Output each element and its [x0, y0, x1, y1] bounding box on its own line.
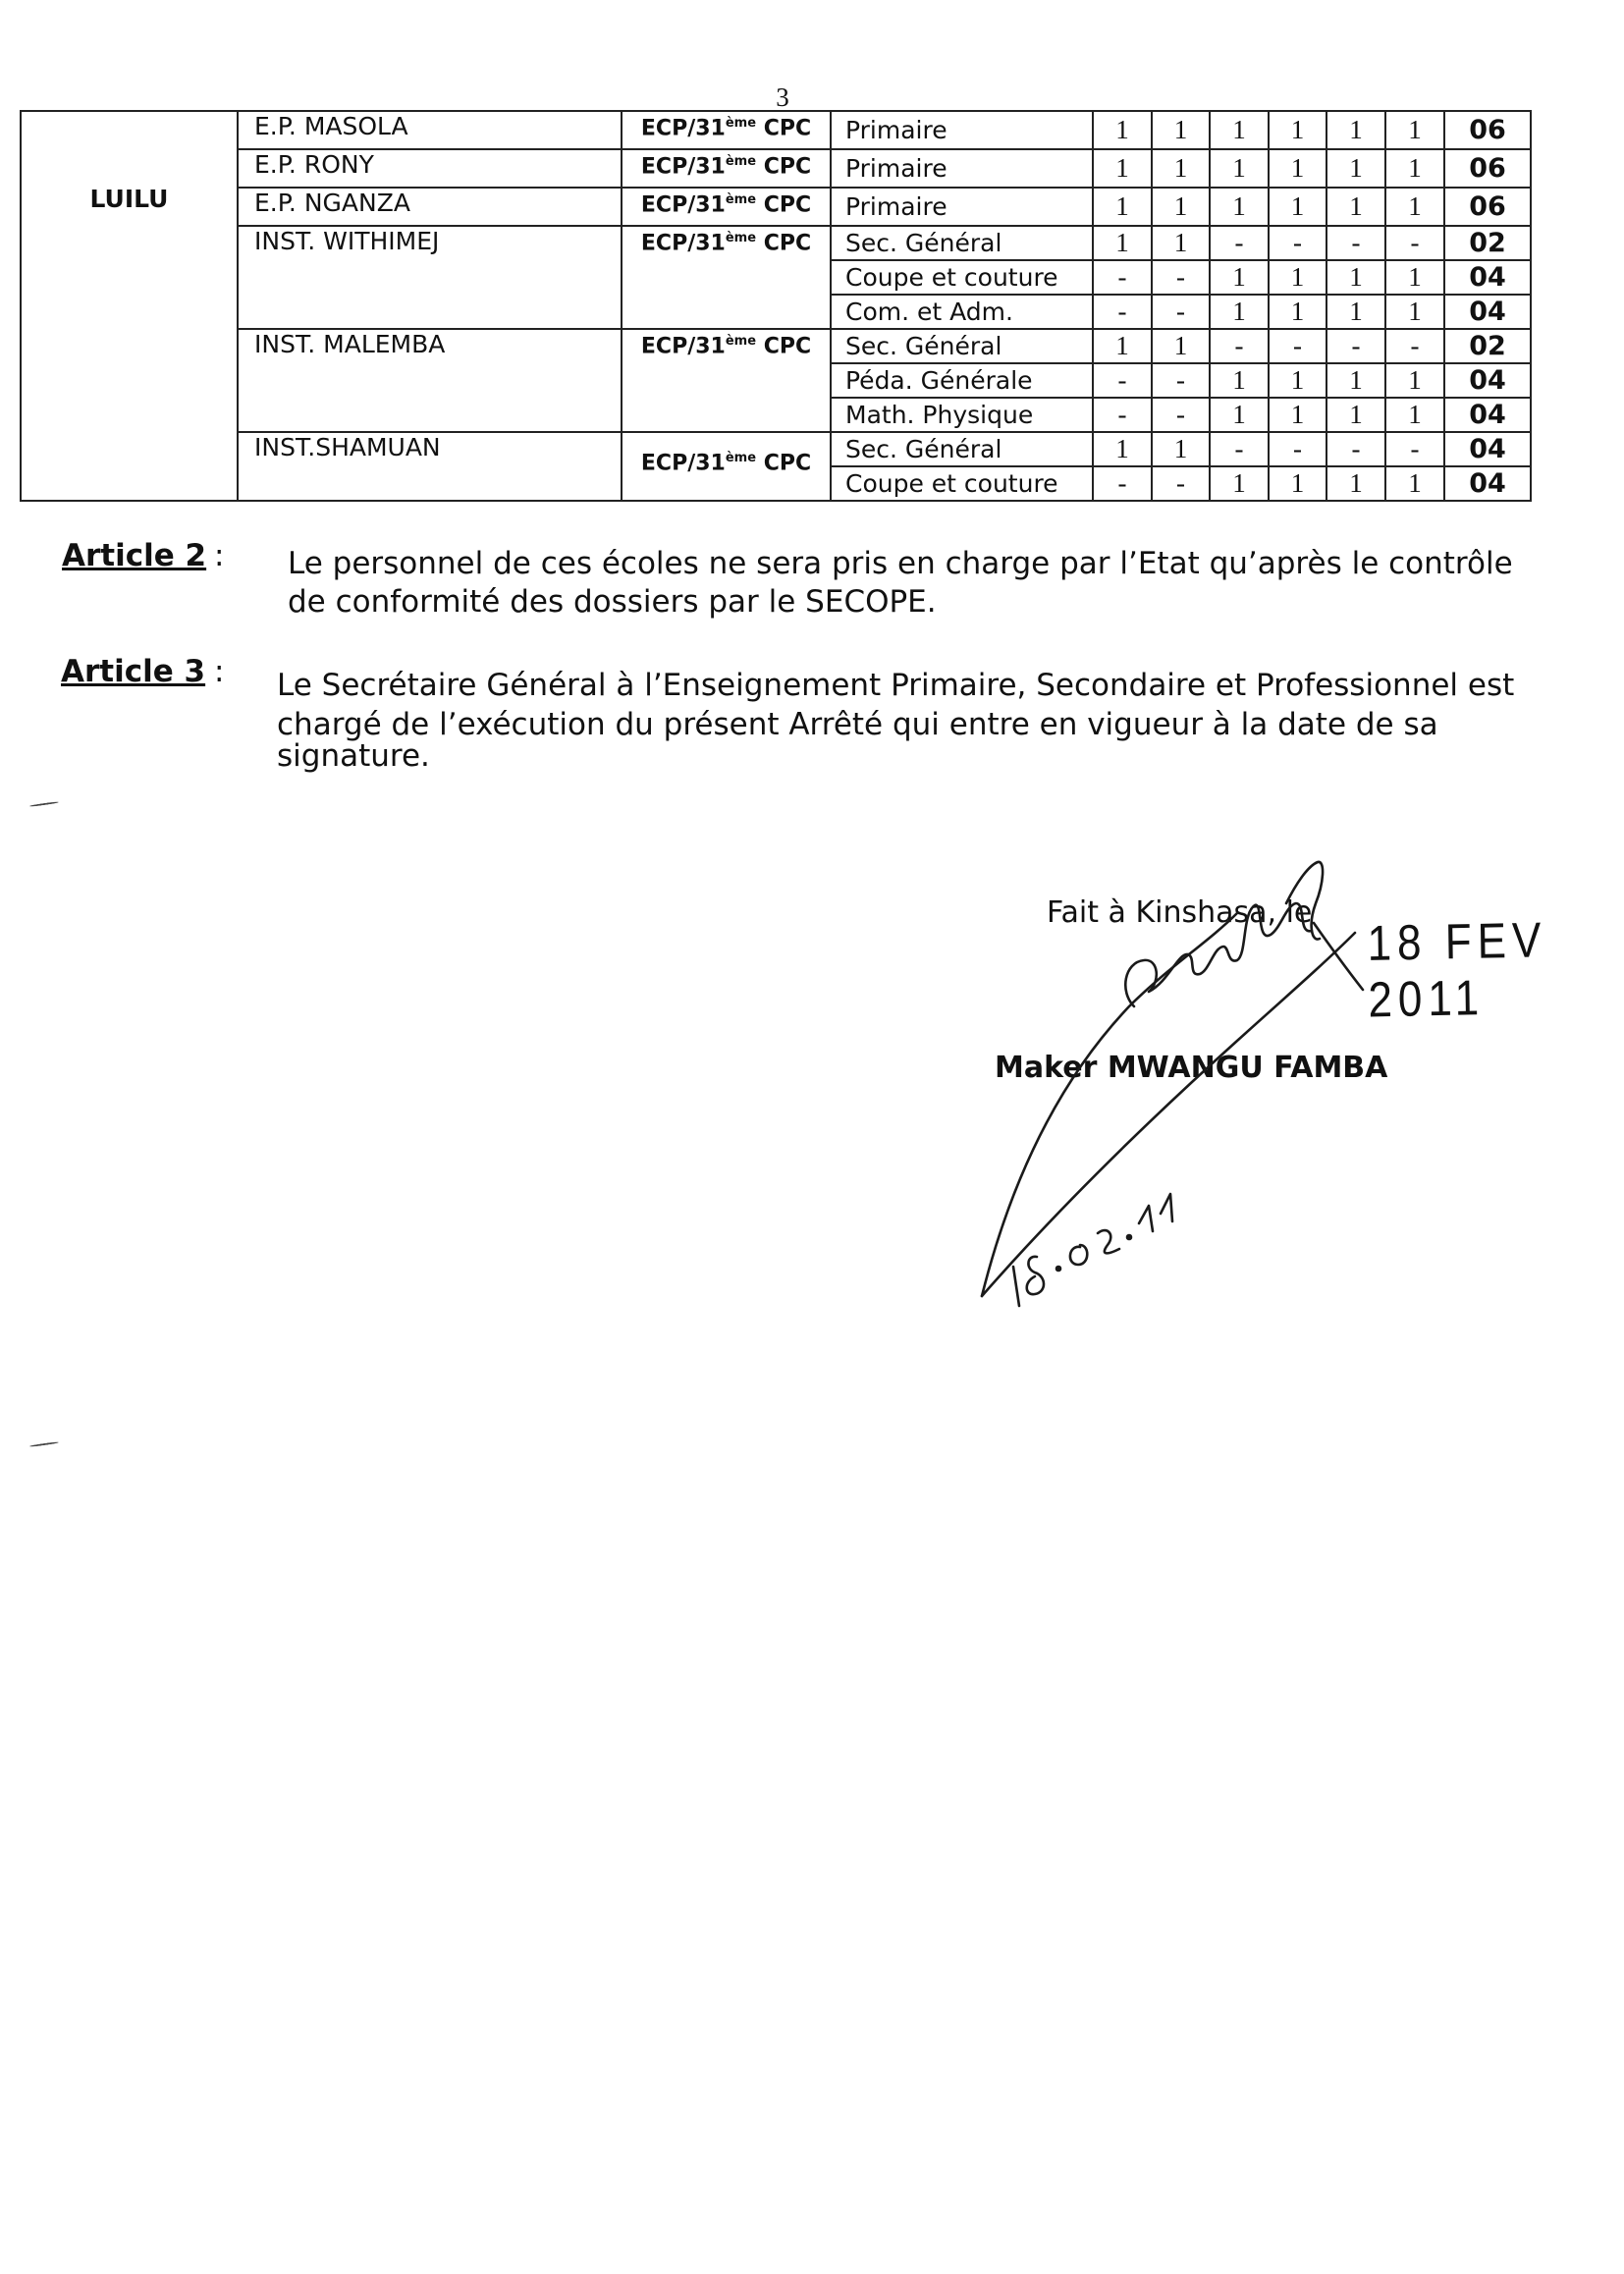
section-cell: Sec. Général [831, 226, 1093, 260]
value-cell: 1 [1093, 226, 1152, 260]
value-cell: 1 [1152, 188, 1210, 226]
total-cell: 06 [1444, 149, 1531, 188]
value-cell: 1 [1385, 363, 1444, 398]
total-cell: 06 [1444, 111, 1531, 149]
section-cell: Sec. Général [831, 329, 1093, 363]
total-cell: 04 [1444, 398, 1531, 432]
value-cell: 1 [1152, 149, 1210, 188]
value-cell: 1 [1326, 260, 1385, 295]
value-cell: 1 [1269, 149, 1326, 188]
value-cell: - [1152, 398, 1210, 432]
value-cell: 1 [1385, 398, 1444, 432]
ecp-cell: ECP/31ème CPC [622, 111, 831, 149]
value-cell: 1 [1210, 466, 1269, 501]
value-cell: - [1152, 295, 1210, 329]
value-cell: - [1269, 329, 1326, 363]
value-cell: - [1093, 466, 1152, 501]
value-cell: 1 [1269, 111, 1326, 149]
ecp-cell: ECP/31ème CPC [622, 329, 831, 432]
ecp-cell: ECP/31ème CPC [622, 432, 831, 501]
value-cell: 1 [1385, 111, 1444, 149]
value-cell: - [1326, 432, 1385, 466]
value-cell: - [1093, 398, 1152, 432]
article-text-line: signature. [277, 738, 430, 774]
table-row [21, 432, 1531, 466]
value-cell: 1 [1210, 363, 1269, 398]
value-cell: 1 [1326, 466, 1385, 501]
value-cell: 1 [1326, 363, 1385, 398]
section-cell: Primaire [831, 149, 1093, 188]
sign-place: Fait à Kinshasa, le [1047, 895, 1313, 930]
value-cell: - [1093, 363, 1152, 398]
value-cell: 1 [1269, 188, 1326, 226]
article-text-line: de conformité des dossiers par le SECOPE. [288, 584, 937, 620]
value-cell: 1 [1269, 295, 1326, 329]
value-cell: - [1326, 329, 1385, 363]
date-stamp: 18 FEV 2011 [1367, 912, 1547, 1028]
table-row [21, 149, 1531, 188]
value-cell: - [1152, 363, 1210, 398]
value-cell: 1 [1210, 188, 1269, 226]
school-name: E.P. MASOLA [238, 111, 622, 149]
article-colon: : [214, 654, 225, 689]
ecp-cell: ECP/31ème CPC [622, 188, 831, 226]
value-cell: 1 [1210, 149, 1269, 188]
table-row [21, 111, 1531, 149]
value-cell: - [1152, 466, 1210, 501]
value-cell: 1 [1210, 260, 1269, 295]
value-cell: - [1210, 226, 1269, 260]
margin-mark [29, 1441, 59, 1447]
value-cell: 1 [1326, 295, 1385, 329]
total-cell: 04 [1444, 295, 1531, 329]
value-cell: 1 [1385, 260, 1444, 295]
article-label: Article 2 [62, 538, 207, 573]
value-cell: - [1093, 295, 1152, 329]
section-cell: Coupe et couture [831, 466, 1093, 501]
value-cell: - [1269, 226, 1326, 260]
value-cell: - [1093, 260, 1152, 295]
value-cell: - [1210, 329, 1269, 363]
article-text-line: chargé de l’exécution du présent Arrêté qui entre en vigueur à la date de sa [277, 707, 1438, 742]
ecp-cell: ECP/31ème CPC [622, 226, 831, 329]
school-name: E.P. RONY [238, 149, 622, 188]
value-cell: - [1326, 226, 1385, 260]
value-cell: 1 [1093, 111, 1152, 149]
table-row [21, 188, 1531, 226]
value-cell: 1 [1269, 363, 1326, 398]
table-row [21, 226, 1531, 260]
personnel-table [20, 110, 1530, 508]
total-cell: 04 [1444, 363, 1531, 398]
signatory-name: Maker MWANGU FAMBA [995, 1051, 1388, 1085]
article-text-line: Le personnel de ces écoles ne sera pris en charge par l’Etat qu’après le contrôle [288, 546, 1513, 581]
total-cell: 06 [1444, 188, 1531, 226]
value-cell: 1 [1152, 432, 1210, 466]
school-name: INST. MALEMBA [238, 329, 622, 432]
school-name: INST.SHAMUAN [238, 432, 622, 501]
section-cell: Coupe et couture [831, 260, 1093, 295]
value-cell: - [1385, 432, 1444, 466]
value-cell: 1 [1210, 111, 1269, 149]
value-cell: 1 [1152, 329, 1210, 363]
value-cell: 1 [1326, 149, 1385, 188]
margin-mark [29, 801, 59, 807]
value-cell: - [1269, 432, 1326, 466]
article-colon: : [214, 538, 225, 573]
article-text-line: Le Secrétaire Général à l’Enseignement Primaire, Secondaire et Professionnel est [277, 668, 1515, 703]
value-cell: 1 [1210, 295, 1269, 329]
section-cell: Primaire [831, 111, 1093, 149]
school-name: E.P. NGANZA [238, 188, 622, 226]
value-cell: - [1210, 432, 1269, 466]
value-cell: 1 [1093, 188, 1152, 226]
total-cell: 04 [1444, 432, 1531, 466]
value-cell: 1 [1385, 466, 1444, 501]
total-cell: 02 [1444, 226, 1531, 260]
value-cell: 1 [1093, 329, 1152, 363]
total-cell: 02 [1444, 329, 1531, 363]
value-cell: - [1152, 260, 1210, 295]
value-cell: 1 [1093, 432, 1152, 466]
value-cell: 1 [1269, 398, 1326, 432]
section-cell: Sec. Général [831, 432, 1093, 466]
page-number: 3 [776, 82, 789, 112]
value-cell: 1 [1269, 260, 1326, 295]
section-cell: Primaire [831, 188, 1093, 226]
value-cell: 1 [1326, 111, 1385, 149]
total-cell: 04 [1444, 466, 1531, 501]
value-cell: 1 [1210, 398, 1269, 432]
section-cell: Com. et Adm. [831, 295, 1093, 329]
value-cell: 1 [1152, 111, 1210, 149]
value-cell: 1 [1269, 466, 1326, 501]
value-cell: 1 [1093, 149, 1152, 188]
school-name: INST. WITHIMEJ [238, 226, 622, 329]
section-cell: Math. Physique [831, 398, 1093, 432]
value-cell: 1 [1385, 188, 1444, 226]
article-label: Article 3 [61, 654, 206, 689]
value-cell: 1 [1385, 149, 1444, 188]
section-cell: Péda. Générale [831, 363, 1093, 398]
handwritten-signature [943, 844, 1394, 1335]
value-cell: 1 [1326, 398, 1385, 432]
table-row [21, 329, 1531, 363]
value-cell: 1 [1326, 188, 1385, 226]
value-cell: - [1385, 329, 1444, 363]
ecp-cell: ECP/31ème CPC [622, 149, 831, 188]
district-cell: LUILU [21, 111, 238, 501]
value-cell: 1 [1152, 226, 1210, 260]
value-cell: 1 [1385, 295, 1444, 329]
total-cell: 04 [1444, 260, 1531, 295]
value-cell: - [1385, 226, 1444, 260]
